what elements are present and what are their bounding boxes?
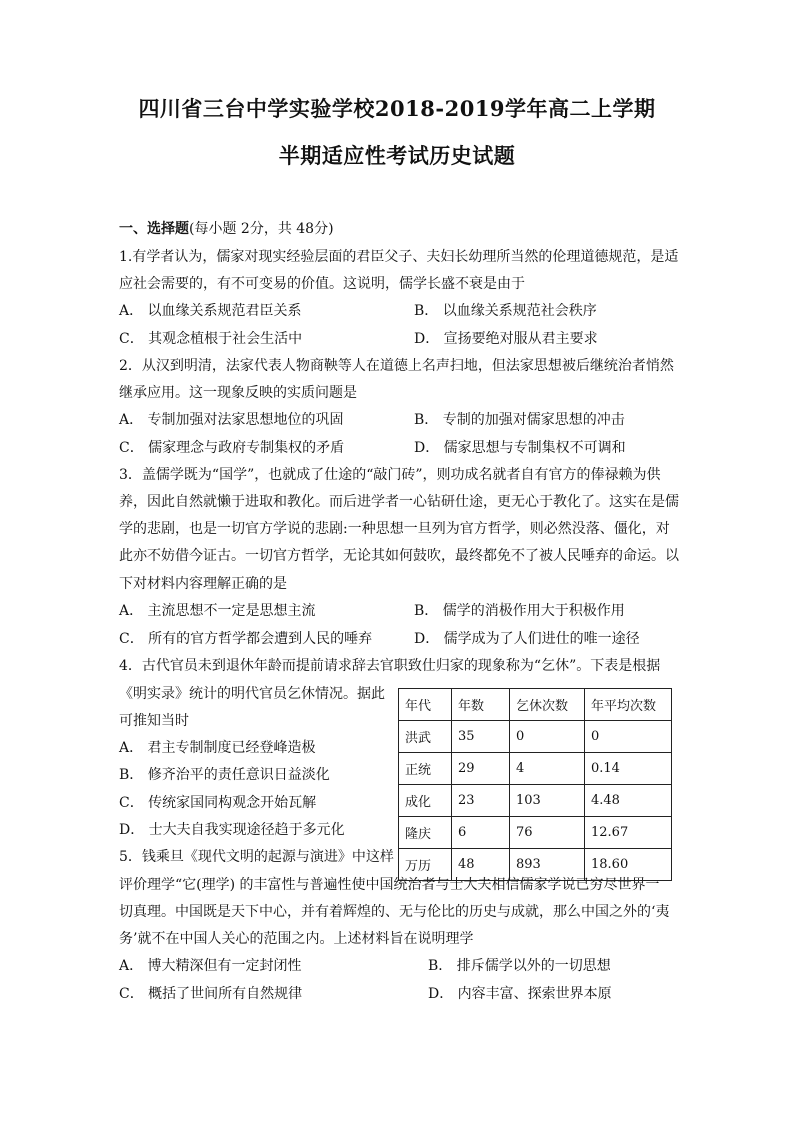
table-cell: 23 [452,785,510,817]
section-note: (每小题 2分，共 48分) [189,221,334,237]
q3-stem-line2: 养，因此自然就懒于进取和教化。而后进学者一心钻研仕途，更无心于教化了。这实在是儒 [119,494,679,510]
table-row [399,785,672,817]
q4-option-b: B． 修齐治平的责任意识日益淡化 [119,767,330,783]
q1-option-d: D． 宣扬要绝对服从君主要求 [414,331,598,347]
table-cell: 0.14 [585,753,672,785]
q5-option-d: D． 内容丰富、探索世界本原 [428,986,612,1002]
table-cell: 0 [510,721,585,753]
q4-data-table [398,688,672,881]
q1-option-a: A． 以血缘关系规范君臣关系 [119,303,302,319]
q3-stem-line3: 学的悲剧，也是一切官方学说的悲剧:一种思想一旦列为官方哲学，则必然没落、僵化，对 [119,521,670,537]
q5-option-a: A． 博大精深但有一定封闭性 [119,958,302,974]
q1-stem-line1: 1.有学者认为，儒家对现实经验层面的君臣父子、夫妇长幼理所当然的伦理道德规范，是适 [119,249,679,265]
table-row [399,849,672,881]
table-row [399,817,672,849]
q3-stem-line1: 3．盖儒学既为“国学”，也就成了仕途的“敲门砖”，则功成名就者自有官方的俸禄赖为供 [119,467,661,483]
q2-option-b: B． 专制的加强对儒家思想的冲击 [414,412,625,428]
table-row [399,753,672,785]
table-cell: 4 [510,753,585,785]
table-header-row [399,689,672,721]
q3-option-d: D． 儒学成为了人们进仕的唯一途径 [414,631,640,647]
table-cell: 正统 [399,753,452,785]
q4-option-d: D． 士大夫自我实现途径趋于多元化 [119,822,345,838]
q2-option-d: D． 儒家思想与专制集权不可调和 [414,440,626,456]
table-cell: 12.67 [585,817,672,849]
q5-stem-line2: 评价理学“它(理学) 的丰富性与普遍性使中国统治者与士大夫相信儒家学说已穷尽世界一 [119,877,660,893]
q5-option-c: C． 概括了世间所有自然规律 [119,986,303,1002]
q4-option-c: C． 传统家国同构观念开始瓦解 [119,795,317,811]
exam-title-line1: 四川省三台中学实验学校2018-2019学年高二上学期 [138,96,656,121]
table-cell: 18.60 [585,849,672,881]
table-header-cell: 年数 [452,689,510,721]
q1-option-c: C． 其观念植根于社会生活中 [119,331,303,347]
q1-option-b: B． 以血缘关系规范社会秩序 [414,303,597,319]
table-cell: 29 [452,753,510,785]
table-cell: 成化 [399,785,452,817]
q5-option-b: B． 排斥儒学以外的一切思想 [428,958,611,974]
q4-stem-line3: 可推知当时 [119,713,189,729]
table-header-cell: 年代 [399,689,452,721]
q5-stem-line3: 切真理。中国既是天下中心，并有着辉煌的、无与伦比的历史与成就，那么中国之外的‘夷 [119,904,670,920]
table-cell: 35 [452,721,510,753]
table-cell: 万历 [399,849,452,881]
table-cell: 4.48 [585,785,672,817]
q2-stem-line2: 继承应用。这一现象反映的实质问题是 [119,385,357,401]
table-header-cell: 年平均次数 [585,689,672,721]
table-cell: 0 [585,721,672,753]
exam-title-line2: 半期适应性考试历史试题 [278,143,516,168]
q4-stem-line1: 4．古代官员未到退休年龄而提前请求辞去官职致仕归家的现象称为“乞休”。下表是根据 [119,658,661,674]
q3-stem-line5: 下对材料内容理解正确的是 [119,576,287,592]
section-heading [119,220,334,238]
table-cell: 48 [452,849,510,881]
table-cell: 洪武 [399,721,452,753]
q5-stem-line1: 5．钱乘旦《现代文明的起源与演进》中这样 [119,849,394,865]
q3-option-b: B． 儒学的消极作用大于积极作用 [414,603,625,619]
q2-option-c: C． 儒家理念与政府专制集权的矛盾 [119,440,345,456]
q2-stem-line1: 2．从汉到明清，法家代表人物商鞅等人在道德上名声扫地，但法家思想被后继统治者悄然 [119,358,674,374]
table-cell: 893 [510,849,585,881]
table-row [399,721,672,753]
table-header-cell: 乞休次数 [510,689,585,721]
section-title: 一、选择题 [119,221,189,237]
table-cell: 6 [452,817,510,849]
q2-option-a: A． 专制加强对法家思想地位的巩固 [119,412,344,428]
q3-stem-line4: 此亦不妨借今证古。一切官方哲学，无论其如何鼓吹，最终都免不了被人民唾弃的命运。以 [119,548,679,564]
q1-stem-line2: 应社会需要的，有不可变易的价值。这说明，儒学长盛不衰是由于 [119,276,525,292]
q4-stem-line2: 《明实录》统计的明代官员乞休情况。据此 [119,686,385,702]
q3-option-a: A． 主流思想不一定是思想主流 [119,603,316,619]
q3-option-c: C． 所有的官方哲学都会遭到人民的唾弃 [119,631,373,647]
table-cell: 103 [510,785,585,817]
table-cell: 隆庆 [399,817,452,849]
q4-option-a: A． 君主专制制度已经登峰造极 [119,740,316,756]
q5-stem-line4: 务’就不在中国人关心的范围之内。上述材料旨在说明理学 [119,931,474,947]
table-cell: 76 [510,817,585,849]
